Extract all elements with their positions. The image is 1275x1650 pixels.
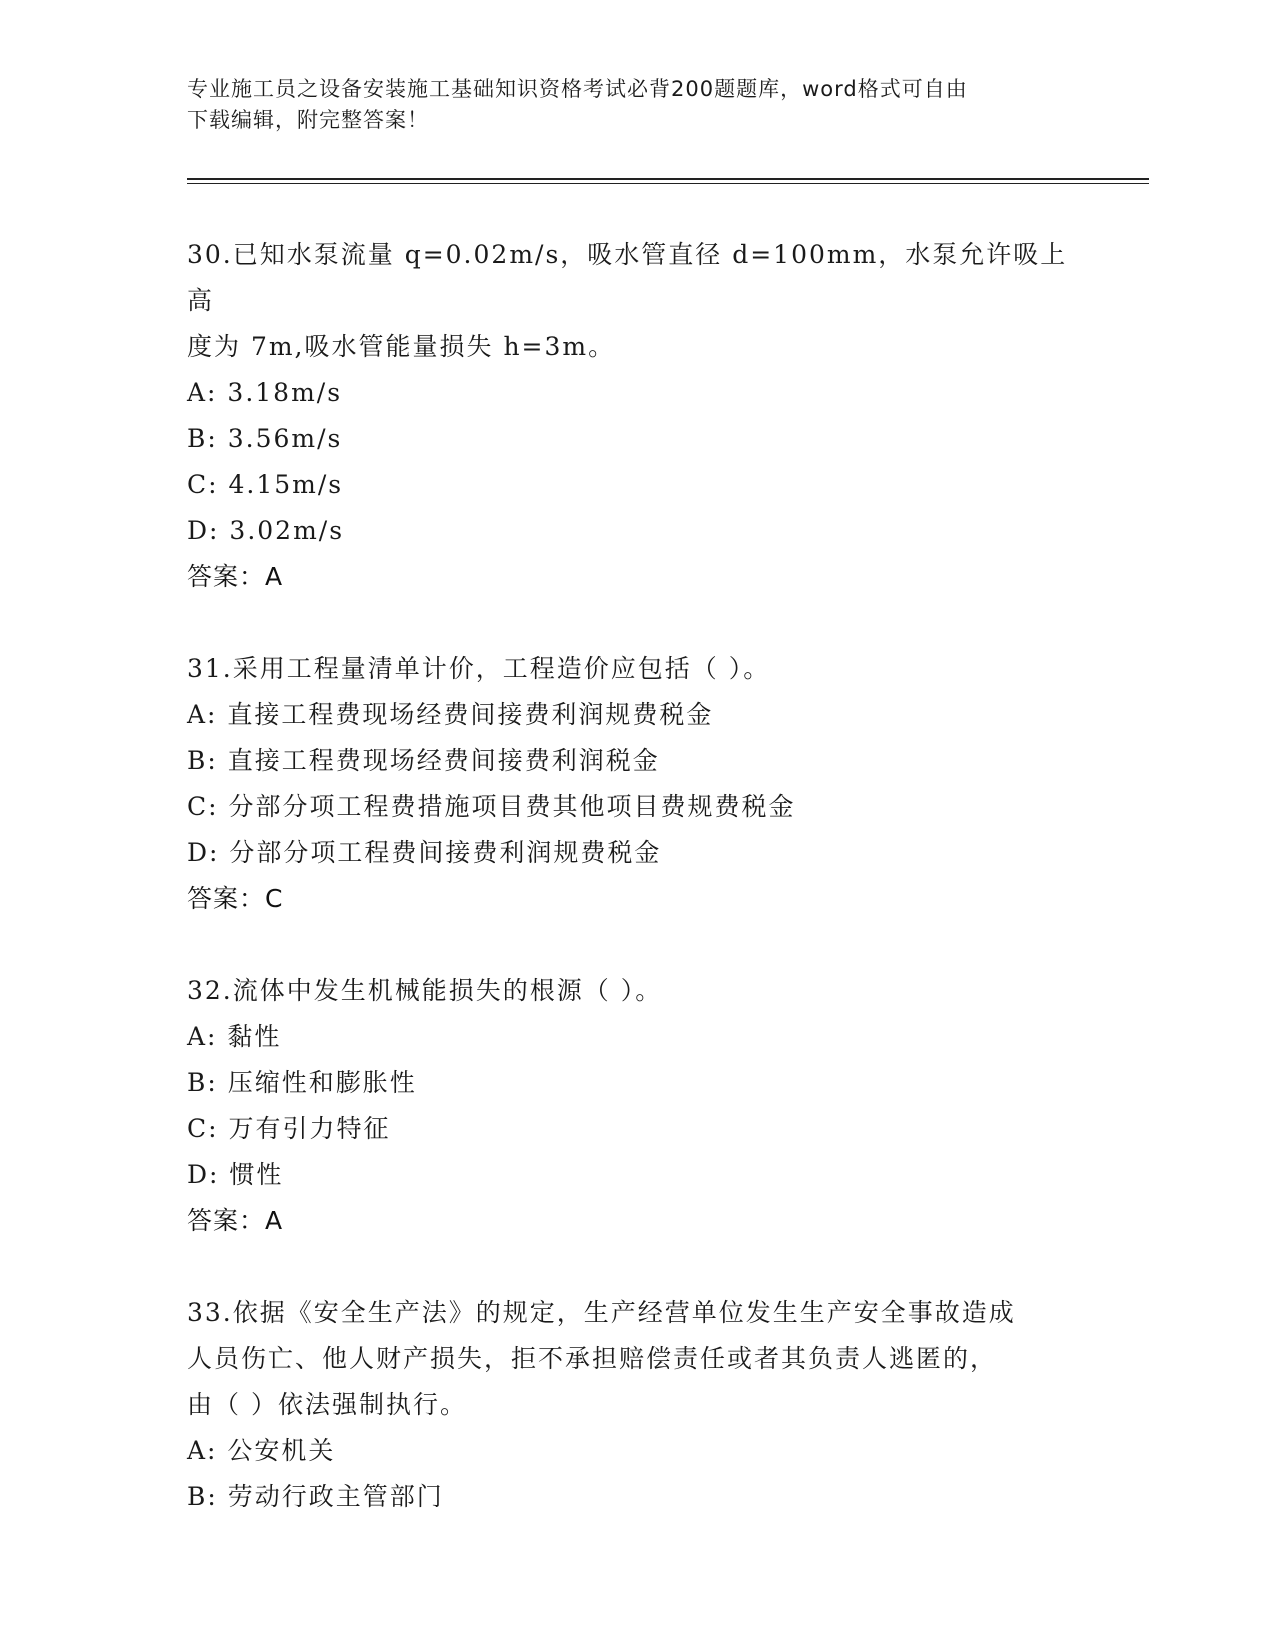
question-33: [187, 1290, 1087, 1520]
option-a: A: 公安机关: [187, 1436, 336, 1465]
header-line-1: 专业施工员之设备安装施工基础知识资格考试必背200题题库，word格式可自由: [187, 77, 968, 101]
question-stem-line: 32.流体中发生机械能损失的根源（ ）。: [187, 976, 663, 1005]
question-stem-line: 人员伤亡、他人财产损失，拒不承担赔偿责任或者其负责人逃匿的，: [187, 1344, 998, 1373]
header-divider-thin: [187, 183, 1149, 184]
option-a: A: 直接工程费现场经费间接费利润规费税金: [187, 700, 714, 729]
question-list: [187, 232, 1087, 1566]
question-31: [187, 646, 1087, 922]
option-c: C: 分部分项工程费措施项目费其他项目费规费税金: [187, 792, 796, 821]
option-b: B: 压缩性和膨胀性: [187, 1068, 417, 1097]
question-stem-line: 31.采用工程量清单计价，工程造价应包括（ ）。: [187, 654, 771, 683]
option-d: D: 惯性: [187, 1160, 284, 1189]
answer-line: 答案：C: [187, 884, 284, 913]
answer-line: 答案：A: [187, 562, 284, 591]
header-divider-thick: [187, 178, 1149, 180]
question-stem-line: 度为 7m,吸水管能量损失 h=3m。: [187, 332, 616, 361]
question-stem-line: 33.依据《安全生产法》的规定，生产经营单位发生生产安全事故造成: [187, 1298, 1016, 1327]
document-header: [187, 74, 1087, 136]
option-b: B: 直接工程费现场经费间接费利润税金: [187, 746, 660, 775]
option-b: B: 3.56m/s: [187, 424, 343, 453]
option-b: B: 劳动行政主管部门: [187, 1482, 444, 1511]
question-stem-line: 30.已知水泵流量 q=0.02m/s，吸水管直径 d=100mm，水泵允许吸上高: [187, 240, 1068, 315]
option-c: C: 万有引力特征: [187, 1114, 391, 1143]
question-stem-line: 由（ ）依法强制执行。: [187, 1390, 467, 1419]
option-c: C: 4.15m/s: [187, 470, 344, 499]
option-d: D: 3.02m/s: [187, 516, 345, 545]
question-30: [187, 232, 1087, 600]
option-d: D: 分部分项工程费间接费利润规费税金: [187, 838, 662, 867]
question-32: [187, 968, 1087, 1244]
header-line-2: 下载编辑，附完整答案！: [187, 108, 429, 132]
answer-line: 答案：A: [187, 1206, 284, 1235]
option-a: A: 3.18m/s: [187, 378, 343, 407]
option-a: A: 黏性: [187, 1022, 282, 1051]
